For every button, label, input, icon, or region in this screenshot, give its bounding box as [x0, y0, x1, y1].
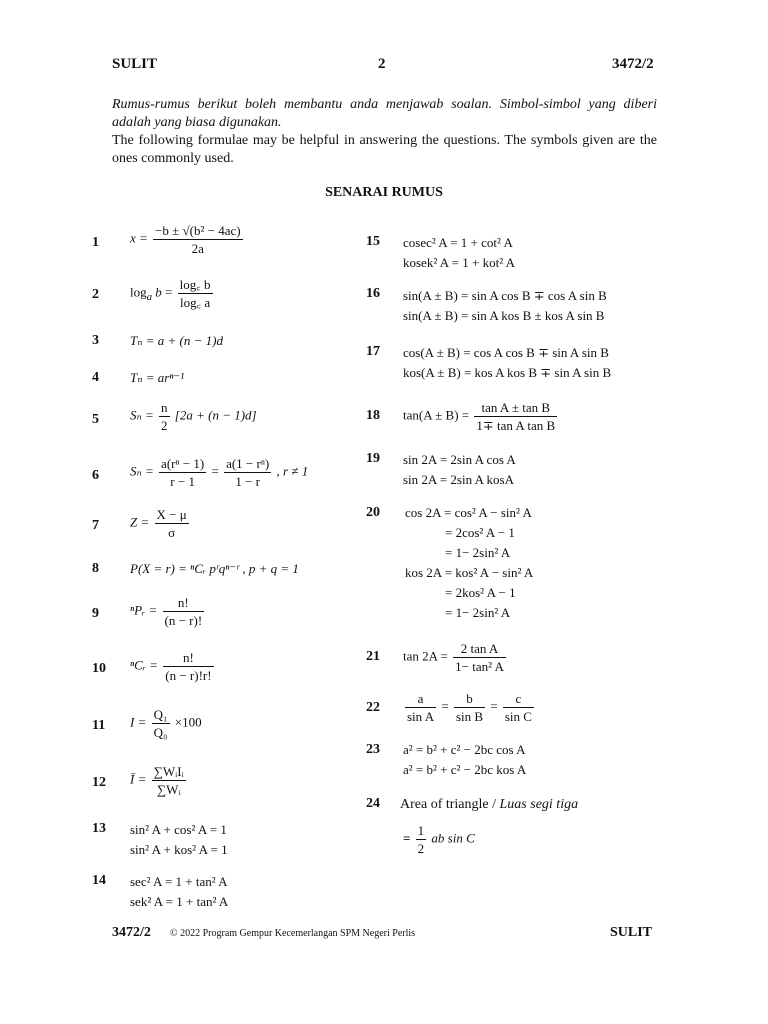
denominator: (n − r)!r! — [165, 668, 212, 683]
fraction — [152, 706, 170, 741]
formula-number: 8 — [92, 561, 99, 576]
denominator: log꜀ a — [180, 295, 211, 310]
numerator: b — [454, 690, 485, 708]
denominator: Q₀ — [153, 725, 168, 740]
formula-lhs: ⁿPᵣ = — [130, 602, 158, 618]
denominator: sin B — [455, 709, 484, 724]
formula-line: sin 2A = 2sin A cos A — [403, 452, 516, 467]
formula-cos-sum — [403, 343, 611, 383]
formula-number: 9 — [92, 606, 99, 621]
denominator: 1 − r — [235, 474, 260, 489]
formula-line: sin 2A = 2sin A kosA — [403, 472, 514, 487]
fraction — [152, 763, 186, 798]
formula-rhs: ×100 — [174, 714, 202, 730]
numerator: n! — [163, 649, 213, 667]
formula-cos-double — [405, 503, 533, 623]
formula-line: sec² A = 1 + tan² A — [130, 874, 228, 889]
numerator: a — [405, 690, 436, 708]
numerator: n — [161, 400, 168, 415]
formula-text: Tₙ = arⁿ⁻¹ — [130, 370, 185, 385]
denominator: 2 — [417, 841, 425, 856]
formula-number: 6 — [92, 468, 99, 483]
formula-number: 3 — [92, 333, 99, 348]
footer-copyright: © 2022 Program Gempur Kecemerlangan SPM Negeri Perlis — [170, 928, 416, 939]
numerator: log꜀ b — [179, 277, 211, 292]
fraction — [159, 399, 170, 434]
denominator: sin A — [407, 709, 435, 724]
formula-triangle-area — [403, 822, 475, 857]
fraction — [453, 640, 506, 675]
fraction — [474, 399, 557, 434]
formula-tan-double — [403, 640, 508, 675]
formula-line: sek² A = 1 + tan² A — [130, 894, 229, 909]
formula-number: 10 — [92, 661, 106, 676]
formula-line: sin² A + kos² A = 1 — [130, 842, 228, 857]
fraction — [153, 222, 243, 257]
formula-combination — [130, 649, 216, 684]
formula-number: 5 — [92, 412, 99, 427]
formula-gp-sum — [130, 455, 308, 490]
fraction — [454, 690, 485, 725]
formula-line: sin² A + cos² A = 1 — [130, 822, 227, 837]
formula-index-number — [130, 706, 202, 741]
formula-identity-13 — [130, 820, 228, 860]
formula-log-change-base: $\log_a b$ = $\frac{\log꜀ b}{\log꜀ a}$ — [130, 277, 211, 310]
page-number: 2 — [378, 56, 386, 72]
formula-sine-rule — [403, 690, 536, 725]
formula-line: cosec² A = 1 + cot² A — [403, 235, 513, 250]
numerator: −b ± √(b² − 4ac) — [155, 223, 241, 238]
label-english: Area of triangle / — [400, 797, 500, 812]
formula-line: = 2cos² A − 1 — [445, 525, 515, 540]
formula-line: a² = b² + c² − 2bc cos A — [403, 742, 526, 757]
intro-malay: Rumus-rumus berikut boleh membantu anda menjawab soalan. Simbol-simbol yang diberi adalah yang biasa digunakan. — [112, 97, 657, 130]
formula-identity-15 — [403, 233, 515, 273]
formula-text: Tₙ = a + (n − 1)d — [130, 333, 223, 348]
formula-tan-sum — [403, 399, 559, 434]
formula-line: cos 2A = cos² A − sin² A — [405, 505, 532, 520]
numerator: tan A ± tan B — [474, 399, 557, 417]
numerator: a(rⁿ − 1) — [161, 456, 205, 471]
fraction — [159, 455, 206, 490]
label-malay: Luas segi tiga — [499, 797, 579, 812]
fraction — [178, 276, 213, 311]
numerator: 2 tan A — [453, 640, 506, 658]
fraction — [155, 506, 189, 541]
formula-lhs: I = — [130, 714, 147, 730]
formula-triangle-area-label — [400, 795, 578, 815]
fraction — [503, 690, 534, 725]
formula-gp-term — [130, 368, 184, 388]
formula-lhs: x = — [130, 230, 148, 246]
formula-number: 13 — [92, 821, 106, 836]
numerator: a(1 − rⁿ) — [226, 456, 270, 471]
denominator: 2a — [191, 241, 204, 256]
formula-line: sin(A ± B) = sin A cos B ∓ cos A sin B — [403, 288, 607, 303]
footer-code: 3472/2 — [112, 925, 151, 940]
formula-rhs: [2a + (n − 1)d] — [174, 407, 257, 423]
header-left: SULIT — [112, 56, 158, 72]
fraction — [416, 822, 427, 857]
denominator: 1∓ tan A tan B — [476, 418, 556, 433]
denominator: (n − r)! — [164, 613, 203, 628]
formula-sin-double — [403, 450, 516, 490]
formula-permutation — [130, 594, 206, 629]
formula-number: 15 — [366, 234, 380, 249]
formula-lhs: Ī = — [130, 771, 147, 787]
formula-composite-index — [130, 763, 188, 798]
formula-number: 17 — [366, 344, 380, 359]
formula-line: = 1− 2sin² A — [445, 605, 511, 620]
numerator: 1 — [417, 823, 425, 838]
formula-text: P(X = r) = ⁿCᵣ pʳqⁿ⁻ʳ , p + q = 1 — [130, 561, 299, 576]
page-title: SENARAI RUMUS — [325, 185, 443, 200]
numerator: c — [503, 690, 534, 708]
formula-number: 4 — [92, 370, 99, 385]
formula-number: 19 — [366, 451, 380, 466]
formula-cosine-rule — [403, 740, 526, 780]
formula-number: 12 — [92, 775, 106, 790]
formula-lhs: Z = — [130, 514, 150, 530]
denominator: 2 — [161, 418, 168, 433]
denominator: r − 1 — [170, 474, 195, 489]
formula-line: = 2kos² A − 1 — [445, 585, 516, 600]
formula-lhs: ⁿCᵣ = — [130, 657, 158, 673]
formula-line: kos(A ± B) = kos A kos B ∓ sin A sin B — [403, 365, 612, 380]
formula-lhs: log — [130, 284, 147, 300]
formula-lhs: tan 2A = — [403, 648, 448, 664]
numerator: X − μ — [156, 507, 187, 522]
formula-number: 21 — [366, 649, 380, 664]
fraction — [163, 594, 205, 629]
header-right: 3472/2 — [612, 56, 654, 72]
formula-line: a² = b² + c² − 2bc kos A — [403, 762, 527, 777]
formula-line: sin(A ± B) = sin A kos B ± kos A sin B — [403, 308, 605, 323]
formula-number: 23 — [366, 742, 380, 757]
equals: = — [211, 463, 219, 479]
formula-identity-14 — [130, 872, 228, 912]
formula-line: cos(A ± B) = cos A cos B ∓ sin A sin B — [403, 345, 609, 360]
formula-number: 7 — [92, 518, 99, 533]
formula-line: kosek² A = 1 + kot² A — [403, 255, 516, 270]
formula-rhs: ab sin C — [431, 830, 475, 846]
numerator: Q₁ — [153, 707, 168, 722]
formula-line: kos 2A = kos² A − sin² A — [405, 565, 534, 580]
formula-number: 22 — [366, 700, 380, 715]
formula-number: 1 — [92, 235, 99, 250]
denominator: 1− tan² A — [455, 659, 504, 674]
formula-binomial — [130, 559, 299, 579]
denominator: σ — [168, 525, 176, 540]
formula-quadratic — [130, 222, 245, 257]
formula-lhs: tan(A ± B) = — [403, 407, 470, 423]
fraction — [163, 649, 213, 684]
formula-z-score — [130, 506, 191, 541]
denominator: sin C — [504, 709, 532, 724]
formula-number: 18 — [366, 408, 380, 423]
equals: = — [490, 698, 498, 714]
formula-number: 11 — [92, 718, 106, 733]
formula-sin-sum — [403, 286, 607, 326]
denominator: ∑Wᵢ — [156, 782, 181, 797]
numerator: n! — [163, 594, 205, 612]
formula-number: 2 — [92, 287, 99, 302]
fraction — [405, 690, 436, 725]
condition: , r ≠ 1 — [276, 463, 309, 479]
footer-right: SULIT — [610, 925, 653, 940]
formula-lhs: Sₙ = — [130, 463, 154, 479]
formula-ap-sum — [130, 399, 257, 434]
formula-number: 14 — [92, 873, 106, 888]
equals: = — [403, 830, 411, 846]
formula-ap-term — [130, 331, 223, 351]
fraction — [224, 455, 271, 490]
formula-lhs: Sₙ = — [130, 407, 154, 423]
formula-line: = 1− 2sin² A — [445, 545, 511, 560]
formula-number: 20 — [366, 505, 380, 520]
formula-number: 16 — [366, 286, 380, 301]
equals: = — [441, 698, 449, 714]
intro — [112, 96, 657, 168]
intro-english: The following formulae may be helpful in answering the questions. The symbols given are the ones commonly used. — [112, 133, 657, 166]
numerator: ∑WᵢIᵢ — [153, 764, 184, 779]
formula-number: 24 — [366, 796, 380, 811]
